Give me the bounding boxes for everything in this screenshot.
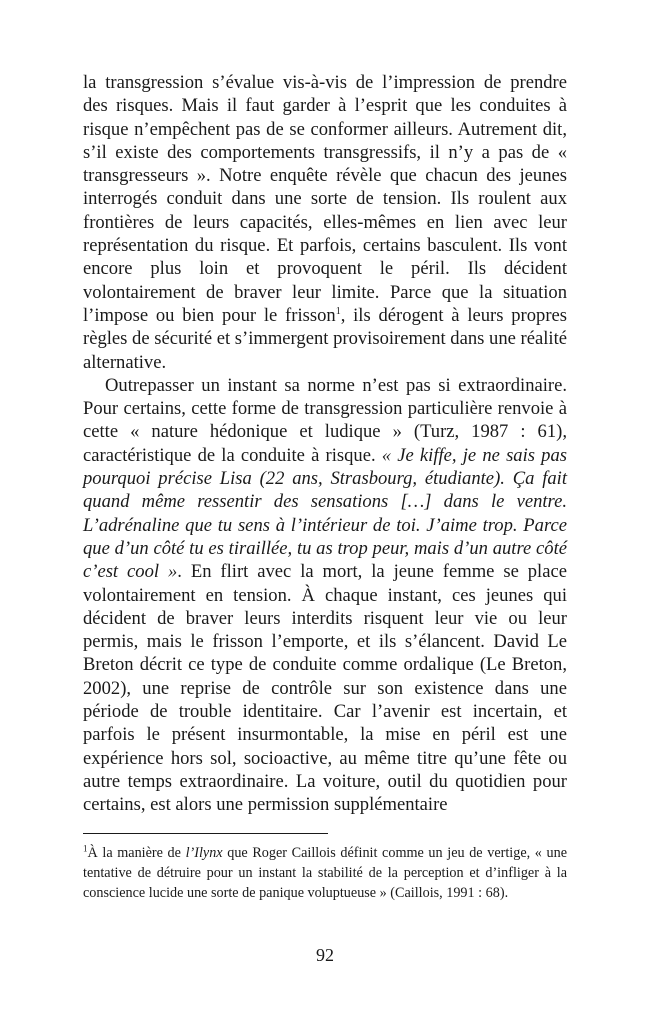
footnote	[83, 843, 567, 904]
paragraph-1	[83, 71, 567, 374]
text-run: caractéristique de la conduite à risque.	[83, 444, 382, 466]
page-number: 92	[316, 945, 334, 965]
paragraph-2	[83, 374, 567, 817]
body-text	[83, 71, 567, 817]
footnote-separator	[83, 833, 328, 834]
text-run: que Roger Caillois définit comme un jeu de vertige, « une tentative de détruire pour un instant la stabilité de la perception et d’infliger à la conscience lucide une sorte de panique voluptueuse » (Caillois, 1991 : 68).	[83, 845, 567, 902]
text-run: . En flirt avec la mort, la jeune femme se place volontairement en tension. À chaque instant, ces jeunes qui décident de braver leurs interdits risquent leur vie ou leur permis, mais le frisson l’emporte, et ils s’élancent. David Le Breton décrit ce type de conduite comme ordalique (Le Breton, 2002), une reprise de contrôle sur son existence dans une période de trouble identitaire. Car l’avenir est incertain, et parfois le présent insurmontable, la mise en péril est une expérience hors sol, socioactive, au même titre qu’une fête ou autre temps extraordinaire. La voiture, outil du quotidien pour certains, est alors une permission supplémentaire	[83, 561, 567, 816]
footnote-marker: 1	[83, 843, 88, 854]
italic-text: l’Ilynx	[185, 845, 223, 861]
text-run: , ils dérogent à leurs propres règles de sécurité et s’immergent provisoirement dans une réalité alternative.	[83, 304, 567, 373]
italic-text: ,	[562, 421, 567, 443]
text-run: Outrepasser un instant sa norme n’est pas si extraordinaire. Pour certains, cette forme de transgression particulière renvoie à cette « nature hédonique et ludique » (Turz, 1987 : 61)	[83, 374, 567, 443]
footnote-reference: 1	[335, 305, 341, 317]
italic-text: « Je kiffe, je ne sais pas pourquoi précise Lisa (22 ans, Strasbourg, étudiante). Ça fait quand même ressentir des sensations […] dans le ventre. L’adrénaline que tu sens à l’intérieur de toi. J’aime trop. Parce que d’un côté tu es tiraillée, tu as trop peur, mais d’un autre côté c’est cool »	[83, 444, 568, 583]
footnote-text	[83, 845, 567, 901]
text-run: À la manière de	[87, 845, 186, 861]
text-run: la transgression s’évalue vis-à-vis de l’impression de prendre des risques. Mais il faut garder à l’esprit que les conduites à risque n’empêchent pas de se conformer ailleurs. Autrement dit, s’il existe des comportements transgressifs, il n’y a pas de « transgresseurs ». Notre enquête révèle que chacun des jeunes interrogés conduit dans une sorte de tension. Ils roulent aux frontières de leurs capacités, elles-mêmes en lien avec leur représentation du risque. Et parfois, certains basculent. Ils vont encore plus loin et provoquent le péril. Ils décident volontairement de braver leur limite. Parce que la situation l’impose ou bien pour le frisson	[83, 72, 567, 326]
